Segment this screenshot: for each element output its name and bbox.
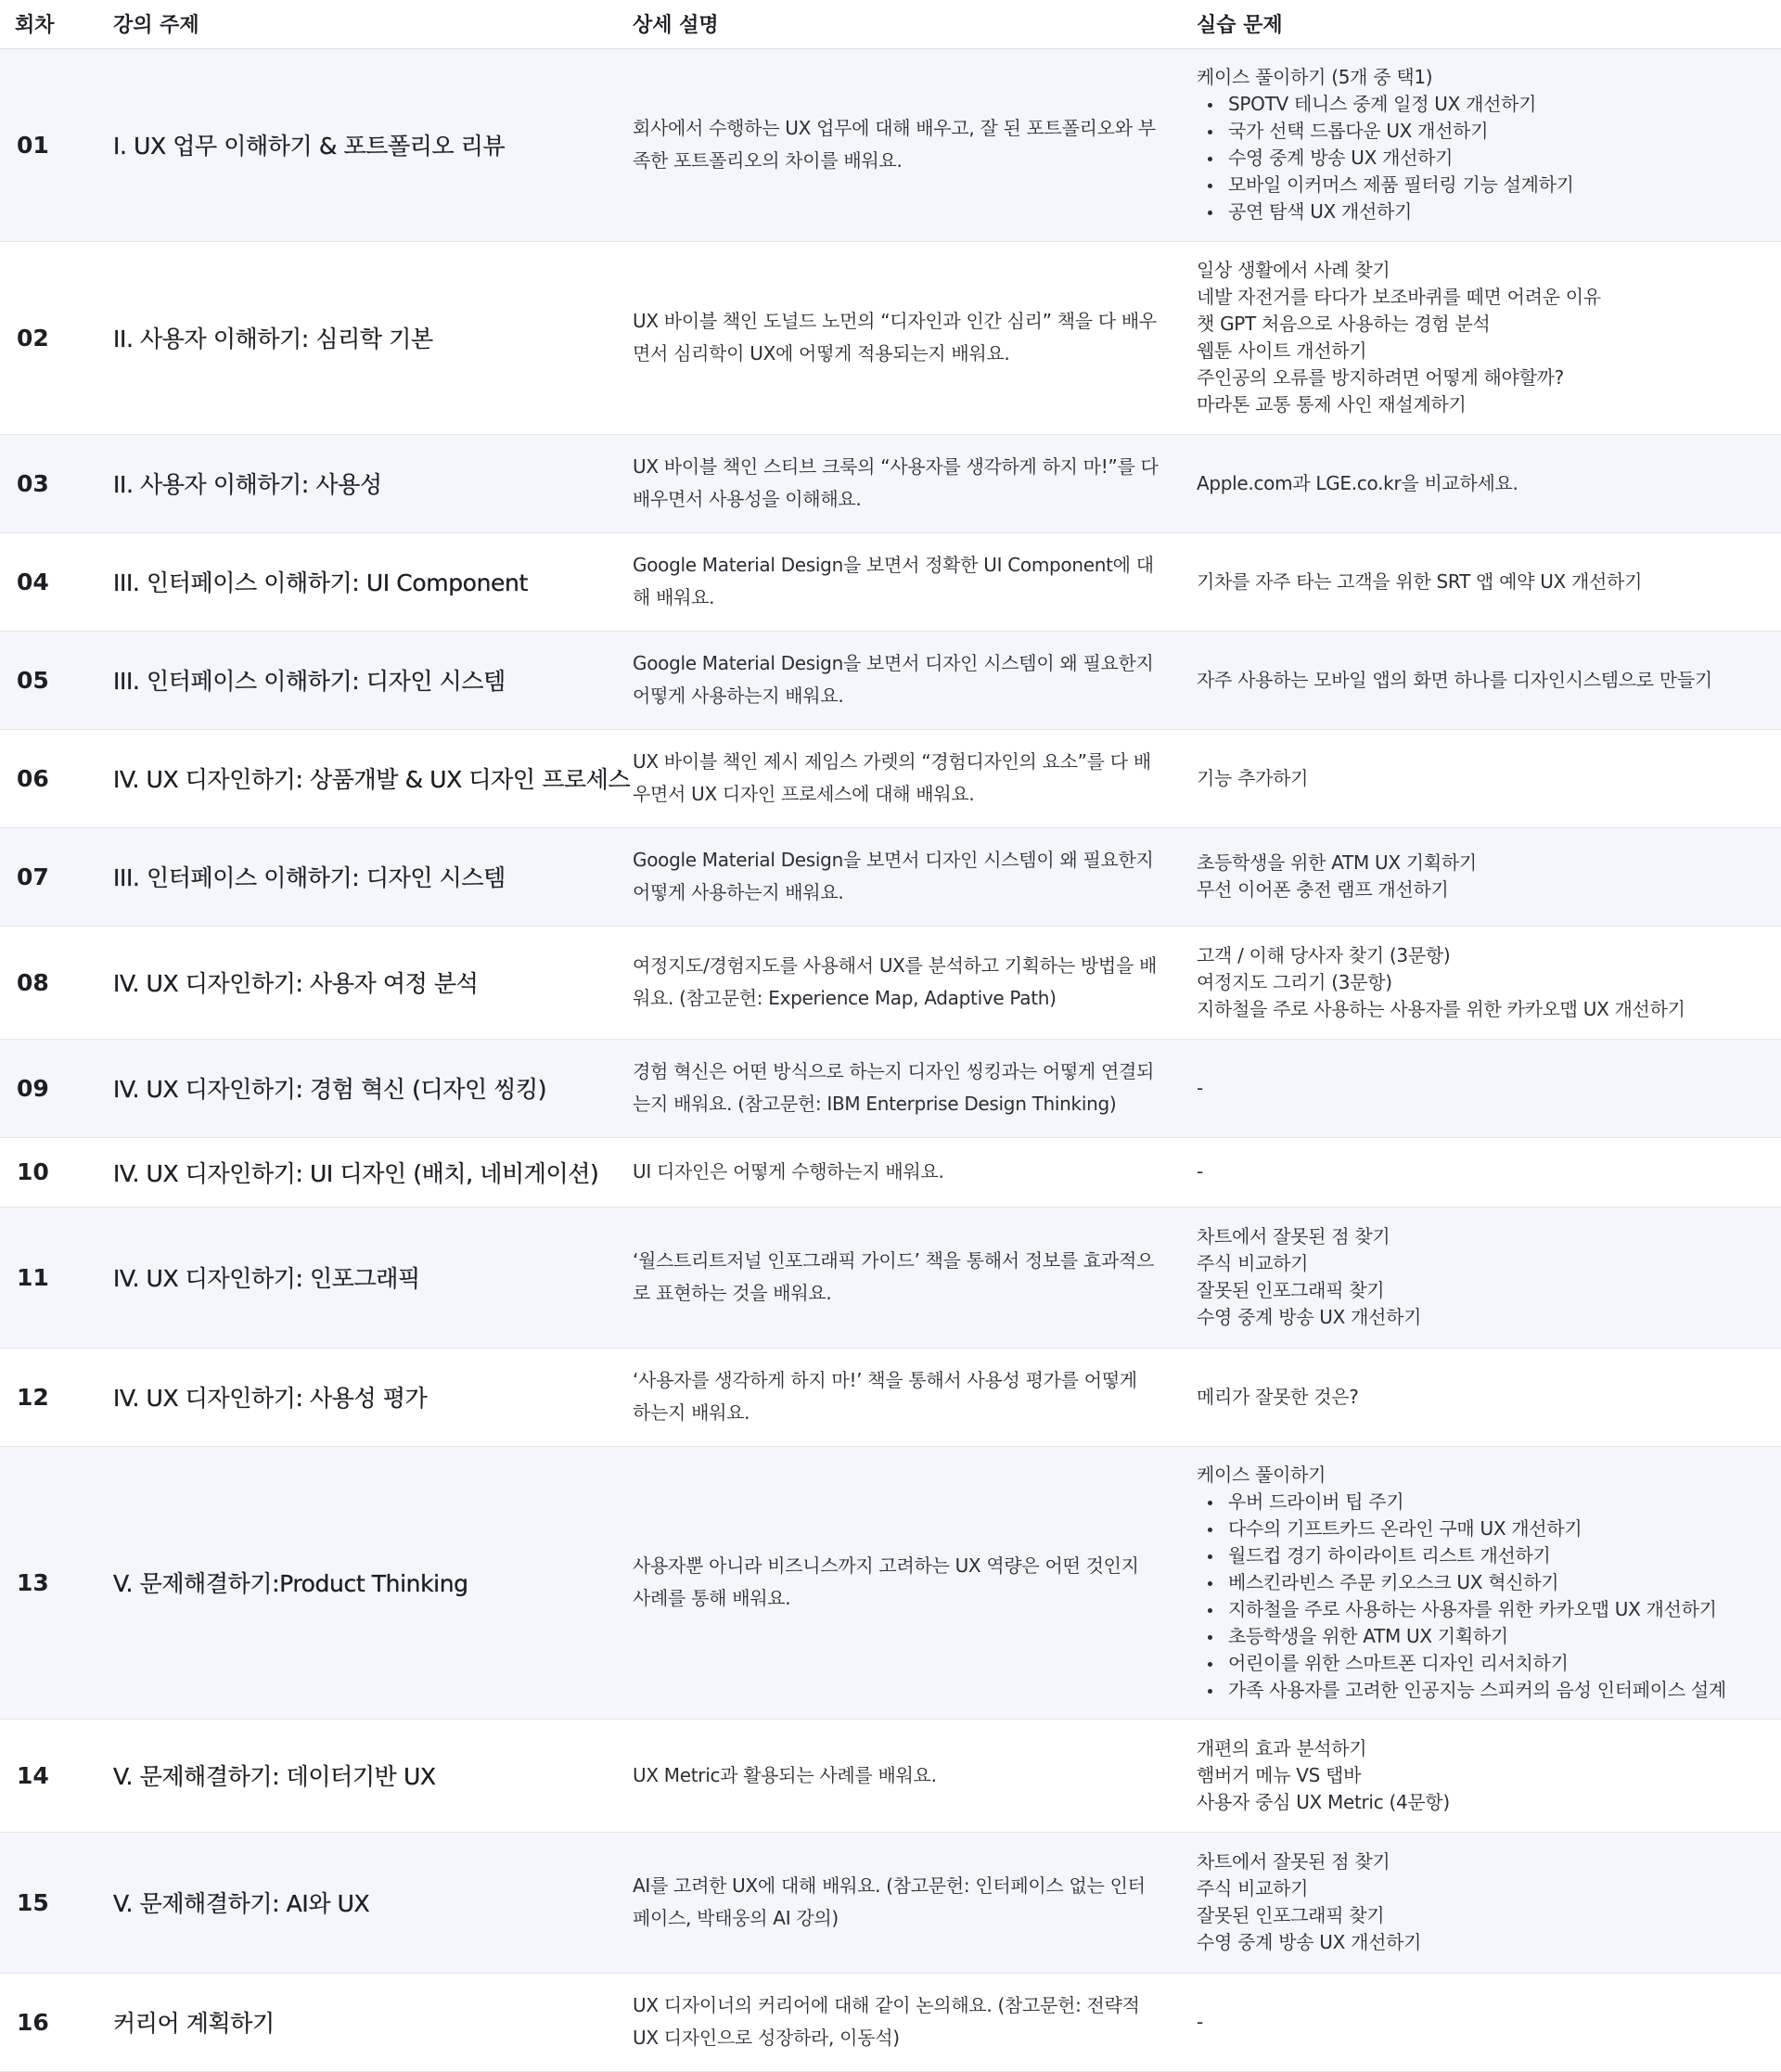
detail-description: UI 디자인은 어떻게 수행하는지 배워요. — [633, 1160, 944, 1183]
detail-description: 사용자뿐 아니라 비즈니스까지 고려하는 UX 역량은 어떤 것인지 사례를 통해 배워요. — [633, 1554, 1139, 1609]
practice-problem-line: 차트에서 잘못된 점 찾기 — [1197, 1850, 1390, 1873]
session-number: 04 — [17, 568, 49, 595]
practice-problem-item: 지하철을 주로 사용하는 사용자를 위한 카카오맵 UX 개선하기 — [1228, 1596, 1781, 1623]
practice-problem-line: 잘못된 인포그래픽 찾기 — [1197, 1279, 1385, 1301]
header-session-number: 회차 — [0, 0, 113, 48]
table-row — [0, 1719, 1781, 1832]
practice-problem-line: 여정지도 그리기 (3문항) — [1197, 970, 1392, 993]
practice-problem-line: 주식 비교하기 — [1197, 1252, 1309, 1274]
lecture-topic: V. 문제해결하기:Product Thinking — [113, 1570, 468, 1597]
practice-problem-line: - — [1197, 1076, 1203, 1099]
lecture-topic: III. 인터페이스 이해하기: UI Component — [113, 569, 528, 596]
lecture-topic: V. 문제해결하기: AI와 UX — [113, 1890, 370, 1917]
practice-problems — [1197, 926, 1781, 1039]
session-number: 07 — [17, 863, 49, 890]
table-row — [0, 1348, 1781, 1446]
table-row — [0, 434, 1781, 532]
practice-problem-line: 잘못된 인포그래픽 찾기 — [1197, 1904, 1385, 1926]
session-number: 09 — [17, 1074, 49, 1102]
session-number: 15 — [17, 1888, 49, 1916]
practice-problem-line: 기차를 자주 타는 고객을 위한 SRT 앱 예약 UX 개선하기 — [1197, 569, 1643, 593]
lecture-topic: V. 문제해결하기: 데이터기반 UX — [113, 1763, 436, 1790]
header-row — [0, 0, 1781, 48]
practice-problems — [1197, 48, 1781, 241]
lecture-topic: II. 사용자 이해하기: 심리학 기본 — [113, 326, 433, 352]
session-number: 12 — [17, 1383, 49, 1411]
table-row — [0, 532, 1781, 631]
table-row — [0, 241, 1781, 434]
lecture-topic: III. 인터페이스 이해하기: 디자인 시스템 — [113, 864, 506, 891]
practice-problem-line: 네발 자전거를 타다가 보조바퀴를 떼면 어려운 이유 — [1197, 286, 1601, 308]
detail-description: Google Material Design을 보면서 디자인 시스템이 왜 필요한지 어떻게 사용하는지 배워요. — [633, 652, 1154, 707]
practice-problem-line: 일상 생활에서 사례 찾기 — [1197, 259, 1390, 281]
practice-problem-item: 국가 선택 드롭다운 UX 개선하기 — [1228, 118, 1781, 145]
practice-problem-line: 챗 GPT 처음으로 사용하는 경험 분석 — [1197, 313, 1491, 335]
practice-problems — [1197, 1446, 1781, 1719]
lecture-topic: IV. UX 디자인하기: 사용자 여정 분석 — [113, 970, 479, 997]
practice-problem-item: SPOTV 테니스 중계 일정 UX 개선하기 — [1228, 91, 1781, 118]
practice-problem-item: 초등학생을 위한 ATM UX 기획하기 — [1228, 1623, 1781, 1650]
session-number: 08 — [17, 968, 49, 996]
practice-problem-line: 주식 비교하기 — [1197, 1877, 1309, 1899]
table-row — [0, 1207, 1781, 1348]
practice-problem-line: 수영 중계 방송 UX 개선하기 — [1197, 1306, 1422, 1328]
detail-description: UX 디자이너의 커리어에 대해 같이 논의해요. (참고문헌: 전략적 UX 디자인으로 성장하라, 이동석) — [633, 1994, 1140, 2049]
detail-description: 회사에서 수행하는 UX 업무에 대해 배우고, 잘 된 포트폴리오와 부족한 포트폴리오의 차이를 배워요. — [633, 117, 1156, 172]
practice-problem-line: 사용자 중심 UX Metric (4문항) — [1197, 1790, 1450, 1813]
practice-problem-item: 수영 중계 방송 UX 개선하기 — [1228, 145, 1781, 172]
practice-problem-list — [1197, 1489, 1781, 1704]
practice-problem-item: 월드컵 경기 하이라이트 리스트 개선하기 — [1228, 1542, 1781, 1569]
practice-problem-line: 지하철을 주로 사용하는 사용자를 위한 카카오맵 UX 개선하기 — [1197, 997, 1685, 1020]
practice-problem-line: 수영 중계 방송 UX 개선하기 — [1197, 1931, 1422, 1953]
detail-description: 여정지도/경험지도를 사용해서 UX를 분석하고 기획하는 방법을 배워요. (참고문헌: Experience Map, Adaptive Path) — [633, 954, 1158, 1009]
table-row — [0, 48, 1781, 241]
practice-problem-line: 기능 추가하기 — [1197, 766, 1309, 789]
practice-problem-line: 차트에서 잘못된 점 찾기 — [1197, 1225, 1390, 1247]
practice-problem-item: 어린이를 위한 스마트폰 디자인 리서치하기 — [1228, 1650, 1781, 1677]
lecture-topic: IV. UX 디자인하기: 사용성 평가 — [113, 1385, 428, 1412]
table-row — [0, 1973, 1781, 2071]
table-body — [0, 48, 1781, 2071]
practice-problems — [1197, 241, 1781, 434]
practice-problem-line: 무선 이어폰 충전 램프 개선하기 — [1197, 878, 1449, 901]
session-number: 02 — [17, 324, 49, 352]
session-number: 01 — [17, 131, 49, 159]
table-header — [0, 0, 1781, 48]
practice-problem-line: 케이스 풀이하기 (5개 중 택1) — [1197, 66, 1433, 88]
lecture-topic: III. 인터페이스 이해하기: 디자인 시스템 — [113, 668, 506, 695]
practice-problem-item: 베스킨라빈스 주문 키오스크 UX 혁신하기 — [1228, 1569, 1781, 1596]
practice-problems — [1197, 1832, 1781, 1973]
table-row — [0, 1039, 1781, 1137]
session-number: 16 — [17, 2008, 49, 2036]
table-row — [0, 1446, 1781, 1719]
session-number: 10 — [17, 1158, 49, 1185]
header-practice-problems: 실습 문제 — [1197, 0, 1781, 48]
session-number: 11 — [17, 1263, 49, 1291]
practice-problems — [1197, 1039, 1781, 1137]
session-number: 13 — [17, 1568, 49, 1596]
detail-description: Google Material Design을 보면서 디자인 시스템이 왜 필요한지 어떻게 사용하는지 배워요. — [633, 849, 1154, 903]
detail-description: AI를 고려한 UX에 대해 배워요. (참고문헌: 인터페이스 없는 인터페이스, 박태웅의 AI 강의) — [633, 1874, 1146, 1929]
detail-description: ‘월스트리트저널 인포그래픽 가이드’ 책을 통해서 정보를 효과적으로 표현하는 것을 배워요. — [633, 1249, 1154, 1304]
practice-problem-line: - — [1197, 1160, 1203, 1183]
practice-problems — [1197, 1137, 1781, 1207]
practice-problem-line: 햄버거 메뉴 VS 탭바 — [1197, 1763, 1362, 1786]
practice-problem-line: 마라톤 교통 통제 사인 재설계하기 — [1197, 393, 1467, 416]
practice-problems — [1197, 631, 1781, 729]
practice-problem-line: 초등학생을 위한 ATM UX 기획하기 — [1197, 851, 1477, 874]
lecture-topic: IV. UX 디자인하기: 상품개발 & UX 디자인 프로세스 — [113, 766, 631, 793]
practice-problem-line: 자주 사용하는 모바일 앱의 화면 하나를 디자인시스템으로 만들기 — [1197, 668, 1712, 691]
practice-problem-line: 웹툰 사이트 개선하기 — [1197, 339, 1367, 362]
practice-problem-line: 주인공의 오류를 방지하려면 어떻게 해야할까? — [1197, 366, 1564, 389]
practice-problem-line: 고객 / 이해 당사자 찾기 (3문항) — [1197, 943, 1451, 966]
table-row — [0, 1137, 1781, 1207]
practice-problem-line: 메리가 잘못한 것은? — [1197, 1385, 1359, 1408]
table-row — [0, 926, 1781, 1039]
practice-problem-list — [1197, 91, 1781, 225]
detail-description: ‘사용자를 생각하게 하지 마!’ 책을 통해서 사용성 평가를 어떻게 하는지 배워요. — [633, 1369, 1137, 1424]
lecture-topic: II. 사용자 이해하기: 사용성 — [113, 471, 382, 498]
practice-problems — [1197, 729, 1781, 827]
detail-description: UX 바이블 책인 제시 제임스 가렛의 “경험디자인의 요소”를 다 배우면서 UX 디자인 프로세스에 대해 배워요. — [633, 750, 1151, 805]
detail-description: Google Material Design을 보면서 정확한 UI Component에 대해 배워요. — [633, 554, 1154, 608]
detail-description: UX 바이블 책인 도널드 노먼의 “디자인과 인간 심리” 책을 다 배우면서 심리학이 UX에 어떻게 적용되는지 배워요. — [633, 310, 1157, 365]
table-row — [0, 1832, 1781, 1973]
table-row — [0, 631, 1781, 729]
practice-problems — [1197, 1973, 1781, 2071]
table-row — [0, 729, 1781, 827]
lecture-topic: IV. UX 디자인하기: 경험 혁신 (디자인 씽킹) — [113, 1076, 547, 1103]
detail-description: UX Metric과 활용되는 사례를 배워요. — [633, 1763, 937, 1786]
practice-problems — [1197, 1719, 1781, 1832]
practice-problem-item: 다수의 기프트카드 온라인 구매 UX 개선하기 — [1228, 1516, 1781, 1542]
practice-problem-line: 케이스 풀이하기 — [1197, 1463, 1326, 1486]
practice-problem-item: 공연 탐색 UX 개선하기 — [1228, 198, 1781, 225]
practice-problems — [1197, 532, 1781, 631]
practice-problems — [1197, 1207, 1781, 1348]
practice-problem-item: 모바일 이커머스 제품 필터링 기능 설계하기 — [1228, 172, 1781, 198]
session-number: 05 — [17, 666, 49, 694]
lecture-topic: IV. UX 디자인하기: UI 디자인 (배치, 네비게이션) — [113, 1159, 599, 1187]
session-number: 03 — [17, 469, 49, 497]
session-number: 14 — [17, 1761, 49, 1789]
practice-problem-line: - — [1197, 2010, 1203, 2033]
practice-problem-item: 가족 사용자를 고려한 인공지능 스피커의 음성 인터페이스 설계 — [1228, 1677, 1781, 1704]
practice-problem-line: Apple.com과 LGE.co.kr을 비교하세요. — [1197, 471, 1518, 494]
practice-problems — [1197, 434, 1781, 532]
detail-description: UX 바이블 책인 스티브 크룩의 “사용자를 생각하게 하지 마!”를 다 배우면서 사용성을 이해해요. — [633, 455, 1159, 510]
lecture-topic: IV. UX 디자인하기: 인포그래픽 — [113, 1265, 420, 1292]
practice-problem-line: 개편의 효과 분석하기 — [1197, 1736, 1367, 1759]
lecture-topic: I. UX 업무 이해하기 & 포트폴리오 리뷰 — [113, 133, 506, 160]
lecture-topic: 커리어 계획하기 — [113, 2010, 275, 2037]
table-row — [0, 827, 1781, 926]
header-lecture-topic: 강의 주제 — [113, 0, 633, 48]
header-detail-description: 상세 설명 — [633, 0, 1197, 48]
session-number: 06 — [17, 764, 49, 792]
practice-problems — [1197, 1348, 1781, 1446]
practice-problems — [1197, 827, 1781, 926]
practice-problem-item: 우버 드라이버 팁 주기 — [1228, 1489, 1781, 1516]
detail-description: 경험 혁신은 어떤 방식으로 하는지 디자인 씽킹과는 어떻게 연결되는지 배워요. (참고문헌: IBM Enterprise Design Thinking) — [633, 1060, 1154, 1115]
